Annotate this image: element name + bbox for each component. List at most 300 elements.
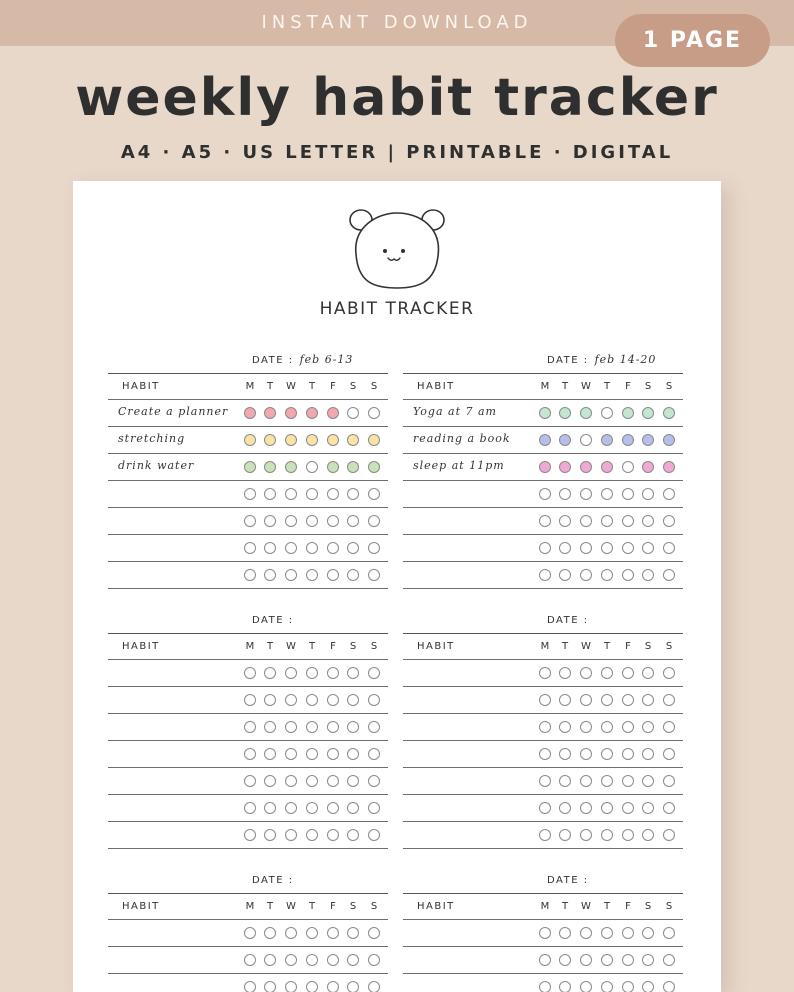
day-check-circle[interactable] bbox=[264, 775, 276, 787]
day-check-circle[interactable] bbox=[559, 721, 571, 733]
habit-row bbox=[403, 741, 683, 768]
day-check-circle[interactable] bbox=[347, 748, 359, 760]
day-check-circle[interactable] bbox=[327, 434, 339, 446]
day-check-circle[interactable] bbox=[347, 461, 359, 473]
day-check-circle[interactable] bbox=[559, 829, 571, 841]
tracker-header-row bbox=[108, 893, 388, 920]
habit-row bbox=[403, 481, 683, 508]
day-column-header: M bbox=[540, 641, 550, 652]
habit-row bbox=[108, 768, 388, 795]
day-column-header: T bbox=[308, 381, 316, 392]
day-check-circle[interactable] bbox=[285, 748, 297, 760]
day-column-header: T bbox=[561, 901, 569, 912]
day-check-circle[interactable] bbox=[285, 927, 297, 939]
day-check-circle[interactable] bbox=[601, 748, 613, 760]
day-check-circle[interactable] bbox=[244, 407, 256, 419]
day-check-circle[interactable] bbox=[306, 721, 318, 733]
day-check-circle[interactable] bbox=[601, 775, 613, 787]
day-check-circle[interactable] bbox=[264, 542, 276, 554]
day-check-circle[interactable] bbox=[327, 515, 339, 527]
day-check-circle[interactable] bbox=[663, 748, 675, 760]
day-check-circle[interactable] bbox=[368, 981, 380, 992]
day-check-circle[interactable] bbox=[580, 488, 592, 500]
habit-row bbox=[403, 974, 683, 992]
day-check-circle[interactable] bbox=[285, 829, 297, 841]
day-check-circle[interactable] bbox=[539, 954, 551, 966]
day-check-circle[interactable] bbox=[285, 542, 297, 554]
habit-row bbox=[108, 822, 388, 849]
habit-row bbox=[403, 660, 683, 687]
date-row bbox=[252, 613, 300, 626]
day-check-circle[interactable] bbox=[539, 461, 551, 473]
day-check-circle[interactable] bbox=[663, 775, 675, 787]
day-check-circle[interactable] bbox=[663, 829, 675, 841]
day-check-circle[interactable] bbox=[622, 802, 634, 814]
day-check-circle[interactable] bbox=[285, 981, 297, 992]
day-check-circle[interactable] bbox=[580, 721, 592, 733]
day-check-circle[interactable] bbox=[642, 775, 654, 787]
day-check-circle[interactable] bbox=[642, 488, 654, 500]
day-check-circle[interactable] bbox=[347, 981, 359, 992]
day-check-circle[interactable] bbox=[539, 775, 551, 787]
day-check-circle[interactable] bbox=[244, 694, 256, 706]
day-check-circle[interactable] bbox=[622, 829, 634, 841]
day-check-circle[interactable] bbox=[580, 829, 592, 841]
day-check-circle[interactable] bbox=[663, 407, 675, 419]
day-check-circle[interactable] bbox=[622, 954, 634, 966]
day-column-header: F bbox=[625, 381, 631, 392]
day-check-circle[interactable] bbox=[580, 694, 592, 706]
day-check-circle[interactable] bbox=[368, 515, 380, 527]
day-check-circle[interactable] bbox=[622, 927, 634, 939]
day-check-circle[interactable] bbox=[347, 829, 359, 841]
day-check-circle[interactable] bbox=[244, 434, 256, 446]
day-check-circle[interactable] bbox=[244, 927, 256, 939]
day-check-circle[interactable] bbox=[622, 434, 634, 446]
date-label: DATE : bbox=[252, 615, 294, 626]
day-check-circle[interactable] bbox=[285, 694, 297, 706]
day-check-circle[interactable] bbox=[642, 407, 654, 419]
day-check-circle[interactable] bbox=[663, 721, 675, 733]
day-check-circle[interactable] bbox=[285, 721, 297, 733]
habit-row bbox=[108, 687, 388, 714]
day-check-circle[interactable] bbox=[264, 721, 276, 733]
day-check-circle[interactable] bbox=[327, 694, 339, 706]
day-check-circle[interactable] bbox=[244, 542, 256, 554]
day-check-circle[interactable] bbox=[663, 981, 675, 992]
day-check-circle[interactable] bbox=[327, 829, 339, 841]
day-check-circle[interactable] bbox=[580, 802, 592, 814]
habit-name[interactable]: reading a book bbox=[413, 432, 511, 445]
tracker-header-row bbox=[403, 373, 683, 400]
day-check-circle[interactable] bbox=[539, 542, 551, 554]
day-check-circle[interactable] bbox=[622, 461, 634, 473]
day-check-circle[interactable] bbox=[327, 569, 339, 581]
day-check-circle[interactable] bbox=[327, 775, 339, 787]
day-check-circle[interactable] bbox=[622, 721, 634, 733]
day-check-circle[interactable] bbox=[347, 721, 359, 733]
day-check-circle[interactable] bbox=[663, 515, 675, 527]
day-check-circle[interactable] bbox=[244, 515, 256, 527]
day-check-circle[interactable] bbox=[580, 515, 592, 527]
day-check-circle[interactable] bbox=[306, 569, 318, 581]
date-row bbox=[252, 353, 353, 366]
product-title: weekly habit tracker bbox=[75, 68, 719, 128]
habit-column-header: HABIT bbox=[417, 641, 455, 652]
day-check-circle[interactable] bbox=[601, 667, 613, 679]
day-column-header: T bbox=[266, 641, 274, 652]
day-check-circle[interactable] bbox=[539, 927, 551, 939]
day-check-circle[interactable] bbox=[264, 748, 276, 760]
day-check-circle[interactable] bbox=[622, 694, 634, 706]
day-check-circle[interactable] bbox=[642, 667, 654, 679]
tracker-header-row bbox=[108, 373, 388, 400]
day-check-circle[interactable] bbox=[642, 829, 654, 841]
day-check-circle[interactable] bbox=[264, 461, 276, 473]
day-check-circle[interactable] bbox=[306, 488, 318, 500]
day-check-circle[interactable] bbox=[559, 954, 571, 966]
day-check-circle[interactable] bbox=[285, 407, 297, 419]
day-column-header: S bbox=[370, 381, 378, 392]
day-check-circle[interactable] bbox=[347, 407, 359, 419]
date-label: DATE : bbox=[547, 615, 589, 626]
day-column-header: S bbox=[349, 381, 357, 392]
day-check-circle[interactable] bbox=[539, 488, 551, 500]
day-check-circle[interactable] bbox=[306, 515, 318, 527]
day-check-circle[interactable] bbox=[580, 667, 592, 679]
day-check-circle[interactable] bbox=[559, 434, 571, 446]
day-check-circle[interactable] bbox=[642, 515, 654, 527]
day-check-circle[interactable] bbox=[642, 748, 654, 760]
day-check-circle[interactable] bbox=[285, 461, 297, 473]
day-check-circle[interactable] bbox=[642, 954, 654, 966]
day-check-circle[interactable] bbox=[601, 954, 613, 966]
day-check-circle[interactable] bbox=[244, 721, 256, 733]
habit-row bbox=[108, 974, 388, 992]
day-check-circle[interactable] bbox=[306, 542, 318, 554]
habit-row bbox=[108, 920, 388, 947]
day-check-circle[interactable] bbox=[347, 694, 359, 706]
day-check-circle[interactable] bbox=[663, 569, 675, 581]
day-check-circle[interactable] bbox=[306, 829, 318, 841]
day-check-circle[interactable] bbox=[306, 461, 318, 473]
day-check-circle[interactable] bbox=[642, 542, 654, 554]
day-check-circle[interactable] bbox=[642, 981, 654, 992]
day-check-circle[interactable] bbox=[663, 461, 675, 473]
habit-name[interactable]: sleep at 11pm bbox=[413, 459, 505, 472]
day-check-circle[interactable] bbox=[264, 954, 276, 966]
day-check-circle[interactable] bbox=[368, 721, 380, 733]
day-check-circle[interactable] bbox=[663, 434, 675, 446]
day-check-circle[interactable] bbox=[306, 667, 318, 679]
day-check-circle[interactable] bbox=[663, 954, 675, 966]
day-check-circle[interactable] bbox=[642, 461, 654, 473]
day-check-circle[interactable] bbox=[622, 515, 634, 527]
day-check-circle[interactable] bbox=[306, 407, 318, 419]
day-check-circle[interactable] bbox=[264, 407, 276, 419]
day-check-circle[interactable] bbox=[601, 407, 613, 419]
day-check-circle[interactable] bbox=[306, 981, 318, 992]
day-column-header: F bbox=[625, 641, 631, 652]
day-check-circle[interactable] bbox=[622, 407, 634, 419]
day-check-circle[interactable] bbox=[663, 694, 675, 706]
day-check-circle[interactable] bbox=[663, 927, 675, 939]
day-check-circle[interactable] bbox=[368, 927, 380, 939]
day-check-circle[interactable] bbox=[306, 694, 318, 706]
day-check-circle[interactable] bbox=[285, 488, 297, 500]
day-check-circle[interactable] bbox=[559, 667, 571, 679]
day-check-circle[interactable] bbox=[244, 461, 256, 473]
day-check-circle[interactable] bbox=[622, 542, 634, 554]
date-label: DATE : bbox=[547, 355, 589, 366]
day-check-circle[interactable] bbox=[327, 802, 339, 814]
day-check-circle[interactable] bbox=[347, 927, 359, 939]
day-check-circle[interactable] bbox=[580, 569, 592, 581]
day-check-circle[interactable] bbox=[347, 802, 359, 814]
day-column-header: M bbox=[245, 641, 255, 652]
day-check-circle[interactable] bbox=[601, 829, 613, 841]
date-label: DATE : bbox=[547, 875, 589, 886]
day-check-circle[interactable] bbox=[368, 542, 380, 554]
day-check-circle[interactable] bbox=[663, 488, 675, 500]
habit-row bbox=[403, 562, 683, 589]
day-check-circle[interactable] bbox=[285, 569, 297, 581]
day-check-circle[interactable] bbox=[601, 488, 613, 500]
day-check-circle[interactable] bbox=[264, 802, 276, 814]
day-check-circle[interactable] bbox=[285, 775, 297, 787]
habit-row bbox=[108, 660, 388, 687]
day-check-circle[interactable] bbox=[368, 748, 380, 760]
day-check-circle[interactable] bbox=[559, 407, 571, 419]
day-check-circle[interactable] bbox=[559, 802, 571, 814]
day-check-circle[interactable] bbox=[539, 802, 551, 814]
day-check-circle[interactable] bbox=[347, 434, 359, 446]
day-check-circle[interactable] bbox=[327, 954, 339, 966]
day-check-circle[interactable] bbox=[244, 748, 256, 760]
day-check-circle[interactable] bbox=[244, 829, 256, 841]
day-check-circle[interactable] bbox=[559, 515, 571, 527]
day-check-circle[interactable] bbox=[368, 407, 380, 419]
day-check-circle[interactable] bbox=[559, 694, 571, 706]
day-check-circle[interactable] bbox=[601, 515, 613, 527]
day-check-circle[interactable] bbox=[347, 954, 359, 966]
day-check-circle[interactable] bbox=[347, 569, 359, 581]
day-check-circle[interactable] bbox=[327, 748, 339, 760]
day-check-circle[interactable] bbox=[244, 488, 256, 500]
habit-row bbox=[108, 741, 388, 768]
habit-row bbox=[403, 400, 683, 427]
habit-row bbox=[403, 920, 683, 947]
day-check-circle[interactable] bbox=[601, 461, 613, 473]
instant-download-label: INSTANT DOWNLOAD bbox=[261, 12, 533, 33]
day-column-header: S bbox=[665, 641, 673, 652]
day-check-circle[interactable] bbox=[368, 775, 380, 787]
day-check-circle[interactable] bbox=[327, 981, 339, 992]
day-check-circle[interactable] bbox=[622, 748, 634, 760]
day-check-circle[interactable] bbox=[580, 434, 592, 446]
day-check-circle[interactable] bbox=[264, 694, 276, 706]
day-check-circle[interactable] bbox=[368, 802, 380, 814]
day-check-circle[interactable] bbox=[327, 927, 339, 939]
day-check-circle[interactable] bbox=[368, 829, 380, 841]
date-row bbox=[547, 613, 595, 626]
day-check-circle[interactable] bbox=[285, 434, 297, 446]
tracker-header-row bbox=[403, 633, 683, 660]
day-check-circle[interactable] bbox=[264, 981, 276, 992]
day-check-circle[interactable] bbox=[347, 542, 359, 554]
day-check-circle[interactable] bbox=[244, 981, 256, 992]
day-check-circle[interactable] bbox=[642, 434, 654, 446]
day-check-circle[interactable] bbox=[244, 954, 256, 966]
day-check-circle[interactable] bbox=[368, 954, 380, 966]
day-check-circle[interactable] bbox=[559, 542, 571, 554]
day-check-circle[interactable] bbox=[244, 569, 256, 581]
day-check-circle[interactable] bbox=[264, 515, 276, 527]
day-check-circle[interactable] bbox=[368, 434, 380, 446]
day-check-circle[interactable] bbox=[539, 748, 551, 760]
day-check-circle[interactable] bbox=[663, 667, 675, 679]
day-check-circle[interactable] bbox=[622, 488, 634, 500]
day-check-circle[interactable] bbox=[580, 748, 592, 760]
day-check-circle[interactable] bbox=[264, 927, 276, 939]
day-check-circle[interactable] bbox=[580, 927, 592, 939]
day-check-circle[interactable] bbox=[539, 407, 551, 419]
day-check-circle[interactable] bbox=[368, 488, 380, 500]
day-check-circle[interactable] bbox=[264, 569, 276, 581]
day-check-circle[interactable] bbox=[539, 829, 551, 841]
day-check-circle[interactable] bbox=[327, 542, 339, 554]
day-check-circle[interactable] bbox=[559, 927, 571, 939]
habit-row bbox=[403, 535, 683, 562]
day-check-circle[interactable] bbox=[663, 542, 675, 554]
habit-name[interactable]: stretching bbox=[118, 432, 186, 445]
day-check-circle[interactable] bbox=[244, 802, 256, 814]
day-check-circle[interactable] bbox=[539, 667, 551, 679]
day-check-circle[interactable] bbox=[642, 694, 654, 706]
habit-row bbox=[108, 535, 388, 562]
habit-row bbox=[108, 947, 388, 974]
day-check-circle[interactable] bbox=[622, 569, 634, 581]
habit-column-header: HABIT bbox=[417, 381, 455, 392]
day-check-circle[interactable] bbox=[642, 927, 654, 939]
day-check-circle[interactable] bbox=[539, 694, 551, 706]
tracker-header-row bbox=[403, 893, 683, 920]
day-check-circle[interactable] bbox=[368, 569, 380, 581]
day-check-circle[interactable] bbox=[622, 981, 634, 992]
day-check-circle[interactable] bbox=[264, 667, 276, 679]
day-column-header: F bbox=[330, 901, 336, 912]
day-check-circle[interactable] bbox=[601, 542, 613, 554]
day-check-circle[interactable] bbox=[327, 667, 339, 679]
day-check-circle[interactable] bbox=[601, 981, 613, 992]
habit-row bbox=[403, 508, 683, 535]
day-check-circle[interactable] bbox=[306, 927, 318, 939]
day-check-circle[interactable] bbox=[622, 667, 634, 679]
habit-name[interactable]: Create a planner bbox=[118, 405, 229, 418]
day-check-circle[interactable] bbox=[559, 775, 571, 787]
day-check-circle[interactable] bbox=[580, 407, 592, 419]
day-check-circle[interactable] bbox=[559, 981, 571, 992]
date-label: DATE : bbox=[252, 355, 294, 366]
day-check-circle[interactable] bbox=[601, 721, 613, 733]
day-check-circle[interactable] bbox=[580, 981, 592, 992]
day-check-circle[interactable] bbox=[559, 569, 571, 581]
day-column-header: S bbox=[349, 901, 357, 912]
day-check-circle[interactable] bbox=[580, 542, 592, 554]
habit-name[interactable]: Yoga at 7 am bbox=[413, 405, 497, 418]
habit-name[interactable]: drink water bbox=[118, 459, 195, 472]
day-check-circle[interactable] bbox=[580, 461, 592, 473]
day-check-circle[interactable] bbox=[264, 434, 276, 446]
day-check-circle[interactable] bbox=[264, 829, 276, 841]
day-check-circle[interactable] bbox=[539, 515, 551, 527]
day-check-circle[interactable] bbox=[663, 802, 675, 814]
day-column-header: M bbox=[245, 381, 255, 392]
day-column-header: T bbox=[561, 641, 569, 652]
day-check-circle[interactable] bbox=[327, 488, 339, 500]
day-check-circle[interactable] bbox=[244, 775, 256, 787]
day-check-circle[interactable] bbox=[642, 721, 654, 733]
day-check-circle[interactable] bbox=[285, 954, 297, 966]
day-check-circle[interactable] bbox=[601, 927, 613, 939]
day-check-circle[interactable] bbox=[642, 802, 654, 814]
day-check-circle[interactable] bbox=[306, 434, 318, 446]
day-check-circle[interactable] bbox=[306, 775, 318, 787]
day-check-circle[interactable] bbox=[559, 488, 571, 500]
day-check-circle[interactable] bbox=[285, 515, 297, 527]
day-check-circle[interactable] bbox=[264, 488, 276, 500]
habit-row bbox=[403, 768, 683, 795]
day-check-circle[interactable] bbox=[327, 721, 339, 733]
day-check-circle[interactable] bbox=[347, 515, 359, 527]
day-check-circle[interactable] bbox=[539, 569, 551, 581]
day-check-circle[interactable] bbox=[347, 667, 359, 679]
day-check-circle[interactable] bbox=[539, 721, 551, 733]
day-check-circle[interactable] bbox=[244, 667, 256, 679]
date-value[interactable]: feb 6-13 bbox=[299, 353, 354, 366]
day-check-circle[interactable] bbox=[580, 775, 592, 787]
day-check-circle[interactable] bbox=[306, 802, 318, 814]
day-check-circle[interactable] bbox=[327, 407, 339, 419]
day-check-circle[interactable] bbox=[368, 694, 380, 706]
day-check-circle[interactable] bbox=[347, 775, 359, 787]
day-check-circle[interactable] bbox=[368, 667, 380, 679]
day-check-circle[interactable] bbox=[347, 488, 359, 500]
day-check-circle[interactable] bbox=[642, 569, 654, 581]
day-check-circle[interactable] bbox=[368, 461, 380, 473]
day-check-circle[interactable] bbox=[306, 954, 318, 966]
day-check-circle[interactable] bbox=[539, 981, 551, 992]
day-check-circle[interactable] bbox=[539, 434, 551, 446]
day-check-circle[interactable] bbox=[559, 461, 571, 473]
day-column-header: W bbox=[581, 901, 591, 912]
day-check-circle[interactable] bbox=[327, 461, 339, 473]
day-check-circle[interactable] bbox=[285, 667, 297, 679]
bear-face-icon bbox=[347, 202, 447, 298]
day-check-circle[interactable] bbox=[601, 569, 613, 581]
day-check-circle[interactable] bbox=[601, 802, 613, 814]
day-check-circle[interactable] bbox=[601, 694, 613, 706]
day-check-circle[interactable] bbox=[580, 954, 592, 966]
day-check-circle[interactable] bbox=[601, 434, 613, 446]
day-check-circle[interactable] bbox=[622, 775, 634, 787]
day-check-circle[interactable] bbox=[306, 748, 318, 760]
day-column-header: S bbox=[665, 381, 673, 392]
day-column-header: T bbox=[308, 641, 316, 652]
day-check-circle[interactable] bbox=[559, 748, 571, 760]
day-check-circle[interactable] bbox=[285, 802, 297, 814]
date-value[interactable]: feb 14-20 bbox=[594, 353, 657, 366]
